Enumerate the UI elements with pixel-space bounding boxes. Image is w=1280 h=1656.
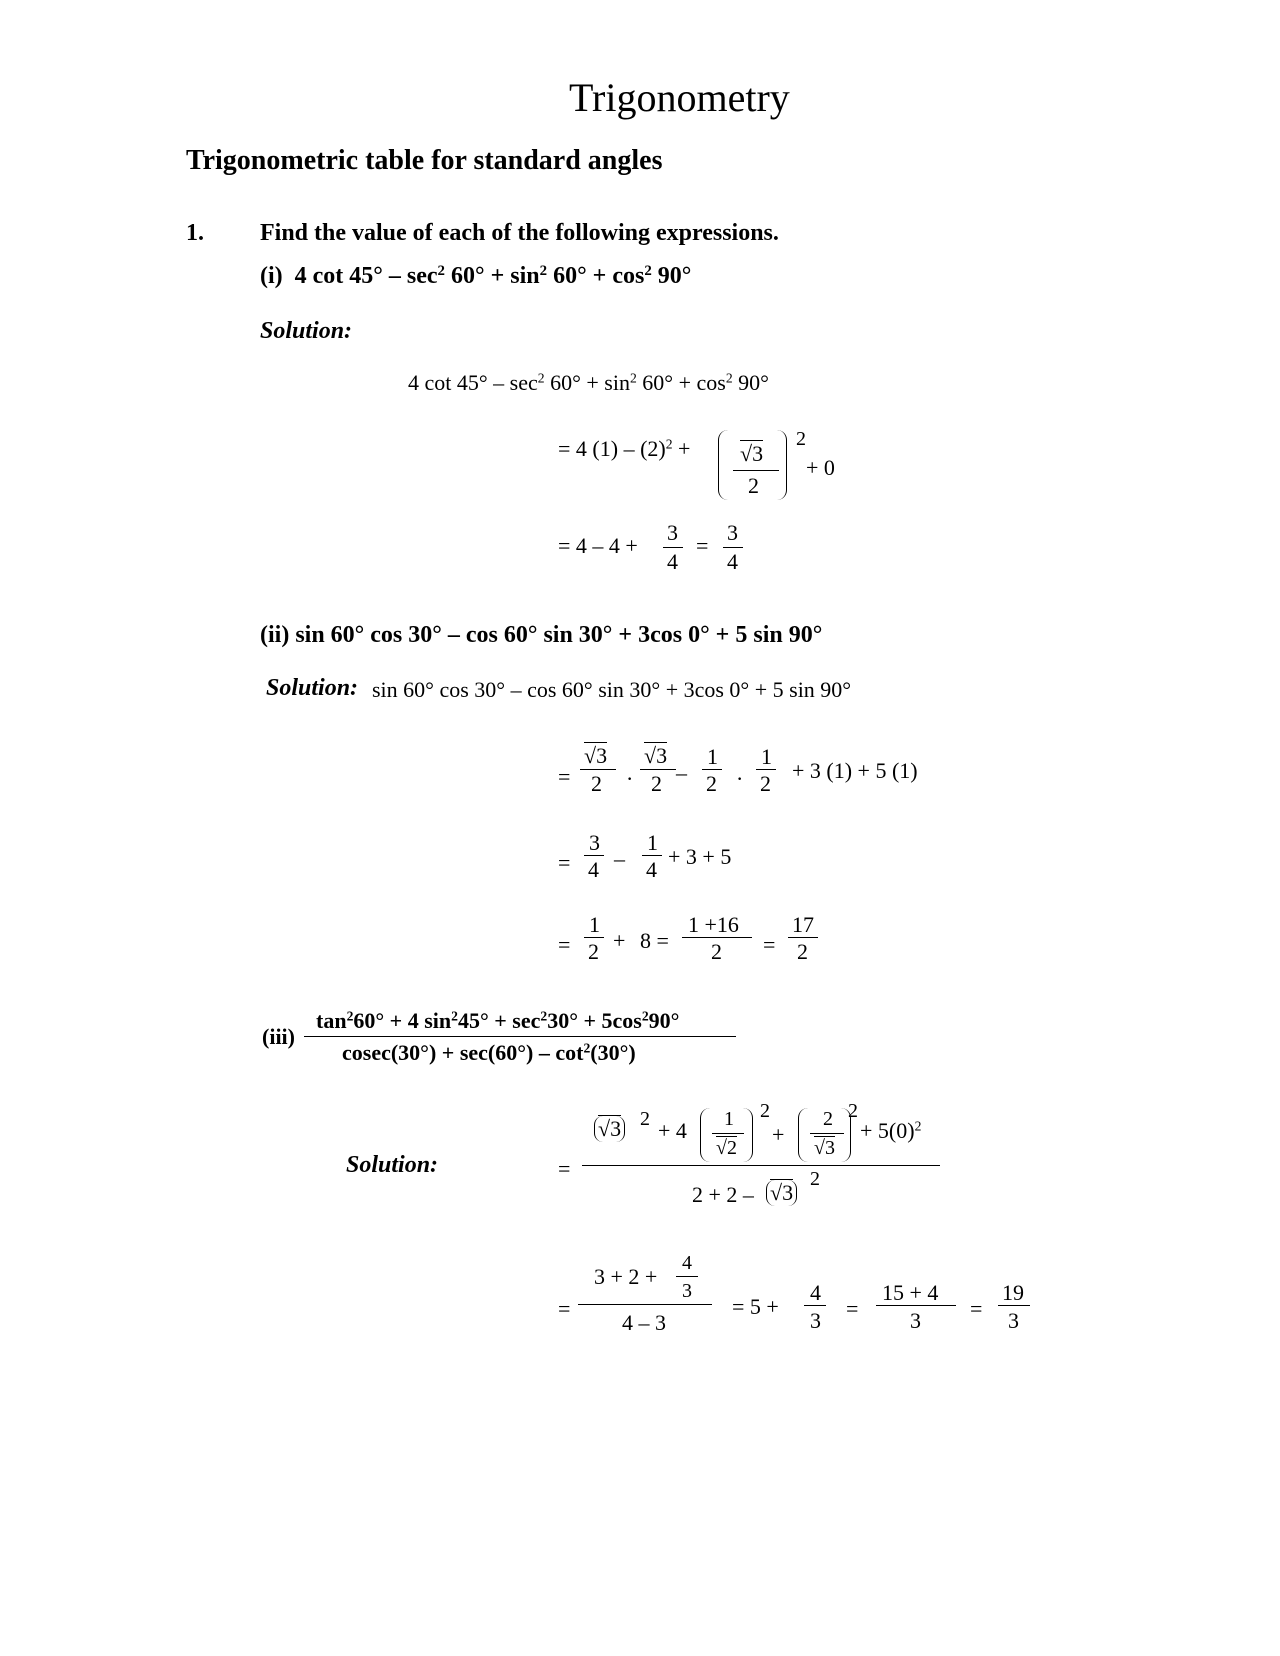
left-paren — [718, 430, 729, 500]
den-3: 3 — [910, 1308, 921, 1333]
fraction-bar — [663, 547, 683, 548]
eq-sign: = — [558, 932, 571, 957]
dot: · — [626, 766, 634, 791]
sup: 2 — [644, 262, 652, 279]
fraction-bar — [712, 1133, 744, 1134]
sup: 2 — [540, 1008, 548, 1024]
num-19: 19 — [1002, 1280, 1024, 1305]
text: 90° — [648, 1008, 680, 1033]
fraction-bar — [304, 1036, 736, 1037]
num-1: 1 — [647, 830, 658, 855]
eq-sign: = — [846, 1296, 859, 1321]
den-3: 3 — [1008, 1308, 1019, 1333]
num-3: 3 — [727, 520, 738, 545]
den-3: 3 — [810, 1308, 821, 1333]
den-2: 2 — [797, 939, 808, 964]
num-1-16: 1 +16 — [688, 912, 739, 937]
part1-expr-b: 60° + sin — [444, 263, 540, 289]
part3-l2-den: 4 – 3 — [622, 1310, 666, 1335]
question-number: 1. — [186, 220, 204, 246]
sup: 2 — [810, 1168, 820, 1190]
den-2: 2 — [588, 939, 599, 964]
sup: 2 — [537, 370, 545, 386]
part3-numerator — [316, 1008, 679, 1034]
fraction-bar — [756, 769, 776, 770]
num-3: 3 — [667, 520, 678, 545]
sup: 2 — [914, 1118, 922, 1134]
sqrt3-bracketed — [594, 1116, 625, 1142]
fraction-bar — [582, 1165, 940, 1166]
sqrt2: √2 — [716, 1137, 737, 1159]
num-3: 3 — [589, 830, 600, 855]
num-1: 1 — [724, 1108, 734, 1130]
den-4: 4 — [667, 549, 678, 574]
eq-sign: = — [696, 533, 709, 558]
sup: 2 — [796, 428, 806, 450]
text: 4 (1) – (2) — [575, 436, 666, 461]
text: 60° + sin — [544, 370, 630, 395]
minus: – — [614, 846, 625, 871]
plus-4: + 4 — [658, 1118, 687, 1143]
eq-sign: = — [558, 764, 571, 789]
part1-label: (i) — [260, 263, 283, 289]
den-4: 4 — [727, 549, 738, 574]
part1-line3 — [558, 533, 638, 559]
sup: 2 — [539, 262, 548, 279]
part2-expression: (ii) sin 60° cos 30° – cos 60° sin 30° + 3cos 0° + 5 sin 90° — [260, 622, 823, 648]
sup: 2 — [760, 1100, 770, 1122]
fraction-bar — [584, 855, 604, 856]
part2-solution-label: Solution: — [266, 675, 359, 701]
num-15-4: 15 + 4 — [882, 1280, 939, 1305]
part3-label: (iii) — [262, 1024, 295, 1049]
fraction-bar — [998, 1305, 1030, 1306]
right-paren — [742, 1108, 753, 1162]
fraction-bar — [876, 1305, 956, 1306]
text: tan — [316, 1008, 347, 1033]
num-1: 1 — [589, 912, 600, 937]
text: 4 – 4 + — [575, 533, 638, 558]
sqrt3-bracketed — [766, 1180, 797, 1206]
text: 45° + sec — [457, 1008, 541, 1033]
part1-line2-c: + 0 — [806, 455, 835, 480]
den-2: 2 — [711, 939, 722, 964]
sqrt3: √3 — [770, 1180, 794, 1205]
text: + 5(0) — [860, 1118, 915, 1143]
left-paren — [798, 1108, 809, 1162]
part2-line1-tail: + 3 (1) + 5 (1) — [792, 758, 918, 783]
sup: 2 — [346, 1008, 354, 1024]
den-2: 2 — [591, 771, 602, 796]
plus: + — [772, 1122, 785, 1147]
sqrt3: √3 — [644, 743, 668, 768]
dot: · — [736, 766, 744, 791]
plus-5-0 — [860, 1118, 921, 1144]
eq-sign: = — [558, 1296, 571, 1321]
part3-solution-label: Solution: — [346, 1152, 439, 1178]
num-1: 1 — [761, 744, 772, 769]
sup: 2 — [641, 1008, 649, 1024]
den-2: 2 — [760, 771, 771, 796]
sup: 2 — [583, 1040, 591, 1056]
den-3: 3 — [682, 1280, 692, 1302]
part2-line3-mid: 8 = — [640, 928, 669, 953]
fraction-bar — [584, 937, 604, 938]
fraction-bar — [682, 937, 752, 938]
eq-sign: = — [558, 533, 571, 558]
eq-sign: = — [558, 850, 571, 875]
eq-sign: = — [558, 436, 571, 461]
sup: 2 — [437, 262, 445, 279]
text: 60° + 4 sin — [353, 1008, 452, 1033]
sup: 2 — [629, 370, 637, 386]
sup: 2 — [640, 1108, 650, 1130]
part1-expr-a: 4 cot 45° – sec — [294, 263, 438, 289]
part1-expr-c: 60° + cos — [547, 263, 645, 289]
part3-l2-num: 3 + 2 + — [594, 1264, 658, 1289]
part1-expr-d: 90° — [651, 263, 692, 289]
part1-solution-label: Solution: — [260, 318, 353, 344]
eq-sign: = — [763, 932, 776, 957]
sqrt3: √3 — [598, 1116, 622, 1141]
minus: – — [676, 760, 687, 785]
text: (30°) — [590, 1040, 636, 1065]
fraction-bar — [723, 547, 743, 548]
fraction-bar — [702, 769, 722, 770]
sup: 2 — [725, 370, 733, 386]
fraction-bar — [642, 855, 662, 856]
den-4: 4 — [588, 857, 599, 882]
fraction-bar — [733, 470, 779, 471]
sup: 2 — [848, 1100, 858, 1122]
text: 4 cot 45° – sec — [408, 370, 538, 395]
sup: 2 — [451, 1008, 458, 1024]
part1-expression — [260, 263, 691, 290]
den-2: 2 — [651, 771, 662, 796]
denominator-2: 2 — [748, 473, 759, 498]
text: + — [672, 436, 691, 461]
text: cosec(30°) + sec(60°) – cot — [342, 1040, 584, 1065]
right-paren — [776, 430, 787, 500]
part3-l2-b: = 5 + — [732, 1294, 779, 1319]
fraction-bar — [804, 1305, 826, 1306]
fraction-bar — [580, 769, 616, 770]
part2-solution-expr: sin 60° cos 30° – cos 60° sin 30° + 3cos 0° + 5 sin 90° — [372, 677, 852, 702]
part1-line2 — [558, 436, 690, 462]
part3-denominator — [342, 1040, 636, 1066]
sqrt3: √3 — [740, 441, 764, 466]
fraction-bar — [640, 769, 676, 770]
sup: 2 — [665, 436, 673, 452]
den-2: 2 — [706, 771, 717, 796]
sqrt3: √3 — [814, 1137, 835, 1159]
num-4: 4 — [682, 1252, 692, 1274]
part2-line2-tail: + 3 + 5 — [668, 844, 732, 869]
fraction-bar — [676, 1276, 698, 1277]
fraction-bar — [788, 937, 818, 938]
plus: + — [613, 928, 626, 953]
question-prompt: Find the value of each of the following expressions. — [260, 220, 779, 246]
left-paren — [700, 1108, 711, 1162]
num-17: 17 — [792, 912, 814, 937]
fraction-bar — [810, 1133, 844, 1134]
den-4: 4 — [646, 857, 657, 882]
text: 90° — [732, 370, 769, 395]
num-1: 1 — [707, 744, 718, 769]
eq-sign: = — [970, 1296, 983, 1321]
eq-sign: = — [558, 1156, 571, 1181]
page-title: Trigonometry — [569, 75, 790, 120]
section-heading: Trigonometric table for standard angles — [186, 145, 663, 176]
num-4: 4 — [810, 1280, 821, 1305]
num-2: 2 — [823, 1108, 833, 1130]
part1-line1 — [408, 370, 769, 396]
sqrt3: √3 — [584, 743, 608, 768]
text: 60° + cos — [636, 370, 726, 395]
text: 30° + 5cos — [547, 1008, 642, 1033]
part3-den-expr: 2 + 2 – — [692, 1182, 754, 1207]
fraction-bar — [578, 1304, 712, 1305]
